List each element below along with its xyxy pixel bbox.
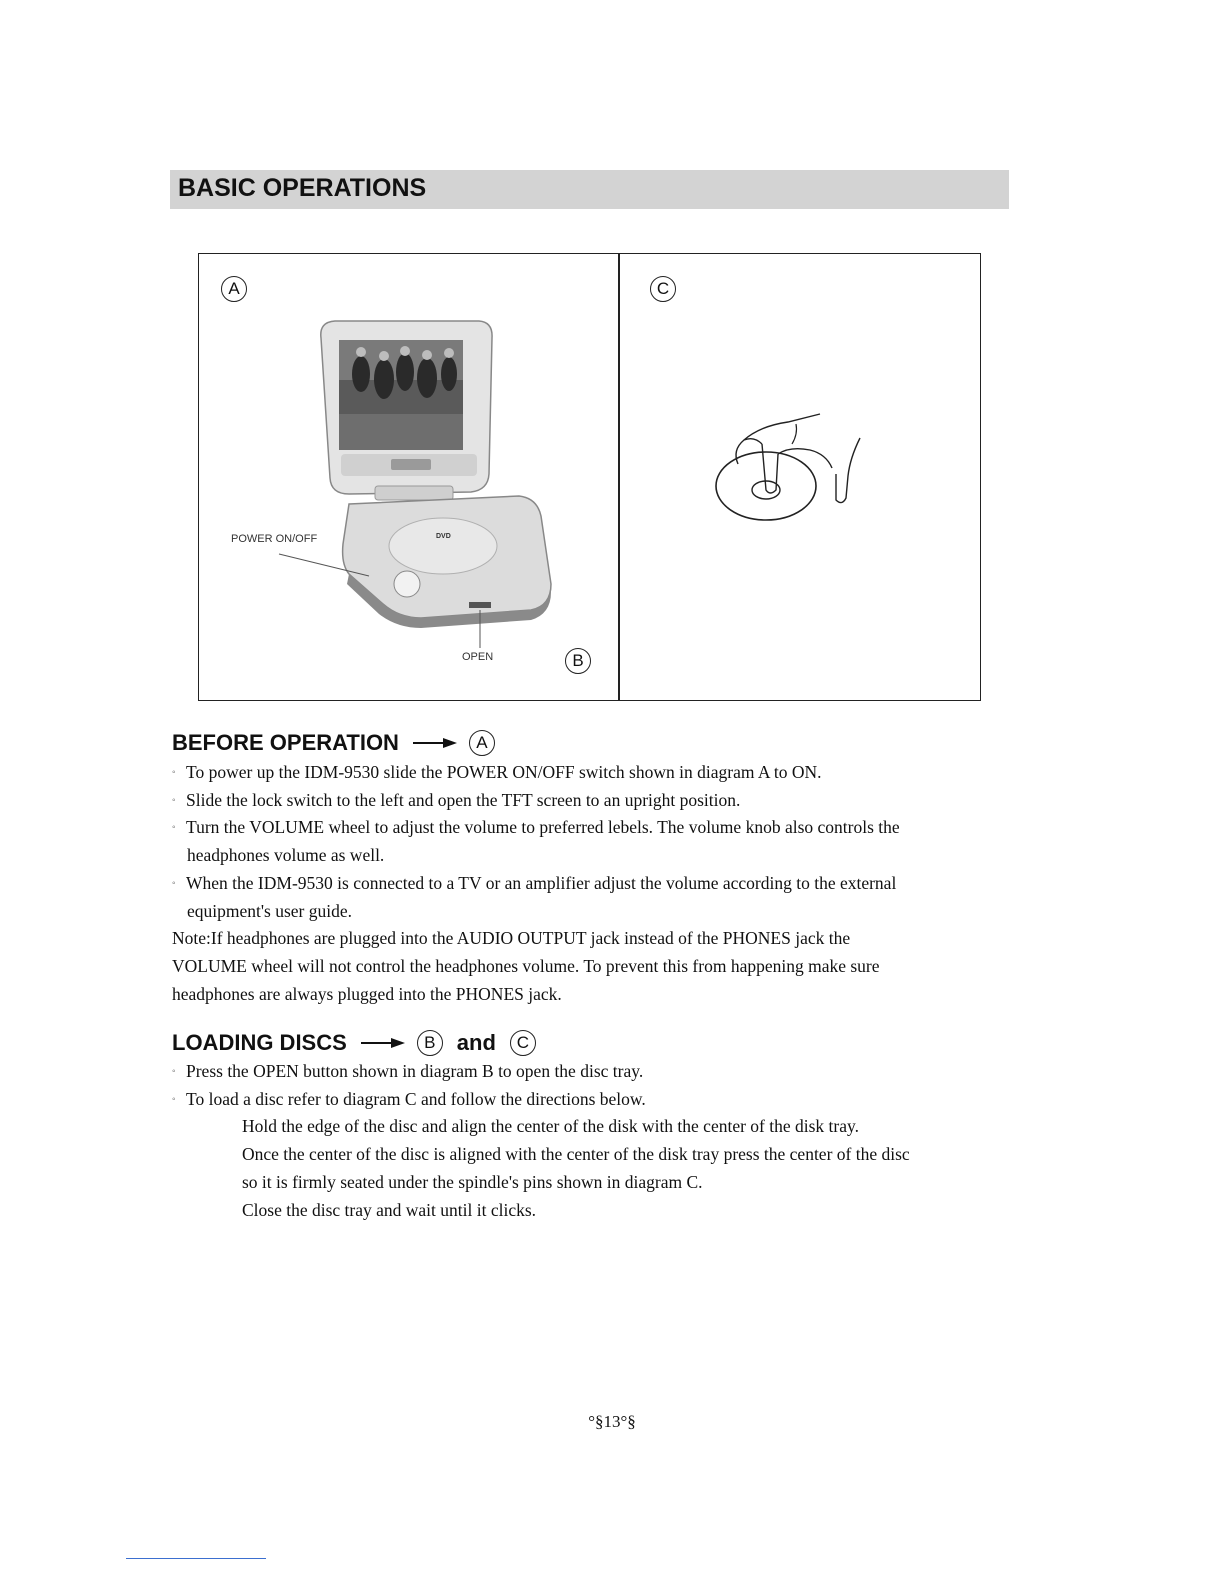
loading-discs-heading (172, 1030, 536, 1056)
loading-discs-title: LOADING DISCS (172, 1030, 347, 1055)
list-item: ◦ To load a disc refer to diagram C and follow the directions below. (172, 1086, 1002, 1114)
note-line: VOLUME wheel will not control the headphones volume. To prevent this from happening make sure (172, 955, 880, 976)
before-operation-title: BEFORE OPERATION (172, 730, 399, 755)
diagram-b-ref: B (417, 1030, 443, 1056)
open-button-label: OPEN (462, 651, 494, 663)
diagram-a-ref: A (469, 730, 495, 756)
bullet-icon: ◦ (172, 1066, 176, 1077)
bullet-icon: ◦ (172, 877, 176, 889)
bullet-icon: ◦ (172, 1093, 176, 1105)
before-operation-heading (172, 730, 495, 756)
step-line: so it is firmly seated under the spindle's pins shown in diagram C. (242, 1171, 703, 1192)
disc-loading-illustration (620, 254, 980, 700)
section-header-bar (170, 170, 1009, 209)
arrow-right-icon (361, 1036, 405, 1050)
diagram-b-marker: B (565, 648, 591, 674)
bullet-icon: ◦ (172, 767, 176, 778)
list-item-continuation: headphones volume as well. (187, 845, 385, 866)
power-switch-label: POWER ON/OFF (231, 533, 318, 545)
list-item: ◦ Press the OPEN button shown in diagram B to open the disc tray. (172, 1058, 1002, 1086)
before-operation-body (172, 759, 1002, 1008)
dvd-logo: DVD (436, 533, 451, 540)
and-word: and (456, 1030, 496, 1055)
list-item: ◦ Slide the lock switch to the left and open the TFT screen to an upright position. (172, 787, 1002, 815)
diagram-c-ref: C (510, 1030, 536, 1056)
diagram-c-marker: C (650, 276, 676, 302)
page-number: °§13°§ (588, 1412, 636, 1431)
bullet-icon: ◦ (172, 822, 176, 834)
list-item-continuation: equipment's user guide. (187, 900, 352, 921)
diagram-panel (198, 253, 981, 701)
note-line: headphones are always plugged into the PHONES jack. (172, 983, 562, 1004)
step-line: Hold the edge of the disc and align the center of the disk with the center of the disk tray. (242, 1116, 860, 1137)
diagram-a-marker: A (221, 276, 247, 302)
dvd-player-illustration (199, 254, 619, 700)
list-item: ◦ To power up the IDM-9530 slide the POWER ON/OFF switch shown in diagram A to ON. (172, 759, 1002, 787)
step-line: Once the center of the disc is aligned with the center of the disk tray press the center of the disc (242, 1144, 910, 1165)
page-title: BASIC OPERATIONS (178, 174, 427, 202)
list-item: ◦ When the IDM-9530 is connected to a TV or an amplifier adjust the volume according to the external (172, 870, 1002, 898)
arrow-right-icon (413, 736, 457, 750)
note-line: Note:If headphones are plugged into the AUDIO OUTPUT jack instead of the PHONES jack the (172, 928, 851, 949)
bullet-icon: ◦ (172, 794, 176, 806)
footer-rule (126, 1558, 266, 1559)
step-line: Close the disc tray and wait until it clicks. (242, 1199, 537, 1220)
loading-discs-body (172, 1058, 1002, 1224)
list-item: ◦ Turn the VOLUME wheel to adjust the volume to preferred lebels. The volume knob also controls the (172, 814, 1002, 842)
